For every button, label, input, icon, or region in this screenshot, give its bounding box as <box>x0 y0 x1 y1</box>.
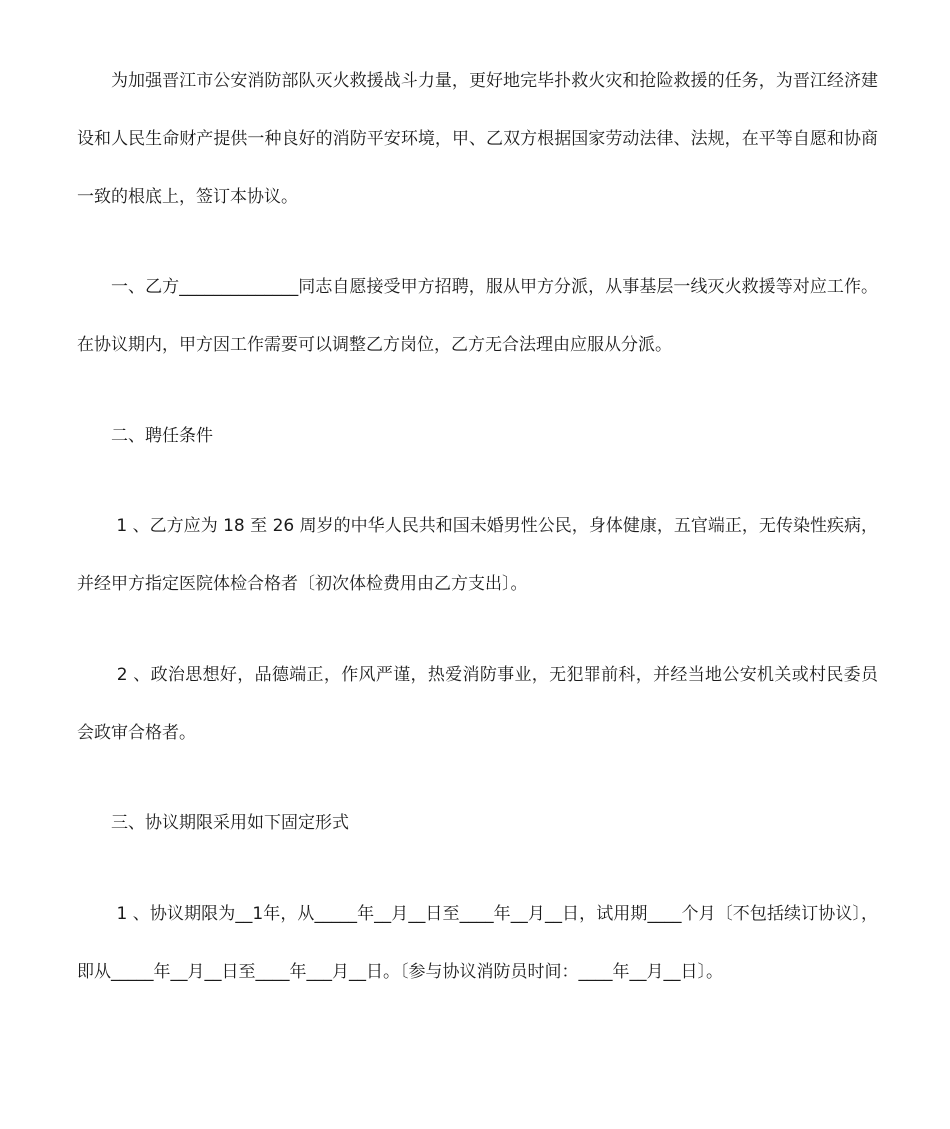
clause-two-item-1: 1 、乙方应为 18 至 26 周岁的中华人民共和国未婚男性公民，身体健康，五官端正，无传染性疾病，并经甲方指定医院体检合格者〔初次体检费用由乙方支出〕。 <box>77 516 878 594</box>
intro-paragraph: 为加强晋江市公安消防部队灭火救援战斗力量，更好地完毕扑救火灾和抢险救援的任务，为晋江经济建设和人民生命财产提供一种良好的消防平安环境，甲、乙双方根据国家劳动法律、法规，在平等自愿和协商一致的根底上，签订本协议。 <box>77 71 878 207</box>
clause-one-paragraph: 一、乙方______________同志自愿接受甲方招聘，服从甲方分派，从事基层一线灭火救援等对应工作。在协议期内，甲方因工作需要可以调整乙方岗位，乙方无合法理由应服从分派。 <box>77 277 878 355</box>
clause-two-item-2: 2 、政治思想好，品德端正，作风严谨，热爱消防事业，无犯罪前科，并经当地公安机关或村民委员会政审合格者。 <box>77 665 879 743</box>
section-three-heading: 三、协议期限采用如下固定形式 <box>111 813 349 833</box>
section-two-heading: 二、聘任条件 <box>111 426 213 446</box>
clause-three-item-1: 1 、协议期限为__1年，从_____年__月__日至____年__月__日，试用期____个月〔不包括续订协议〕，即从_____年__月__日至____年___月__日。〔参与协议消防员时间：____年__月__日〕。 <box>77 904 878 982</box>
